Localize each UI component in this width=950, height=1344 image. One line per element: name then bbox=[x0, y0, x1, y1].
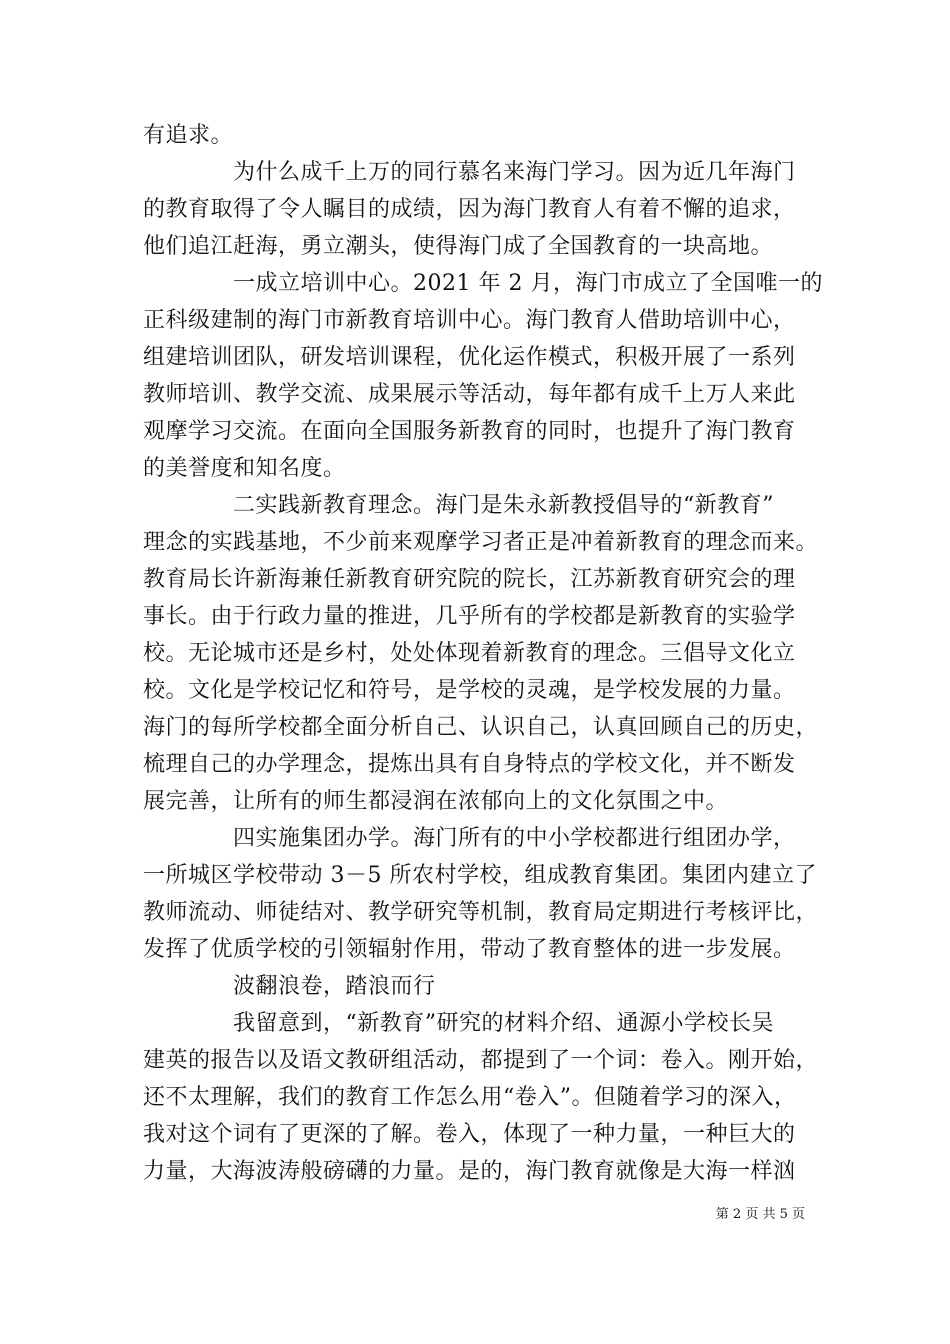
text-line: 教师流动、师徒结对、教学研究等机制，教育局定期进行考核评比， bbox=[143, 900, 819, 925]
text-line: 展完善，让所有的师生都浸润在浓郁向上的文化氛围之中。 bbox=[143, 789, 729, 814]
text-line: 梳理自己的办学理念，提炼出具有自身特点的学校文化，并不断发 bbox=[143, 752, 796, 777]
text-line: 我对这个词有了更深的了解。卷入，体现了一种力量，一种巨大的 bbox=[143, 1122, 796, 1147]
text-line: 教师培训、教学交流、成果展示等活动，每年都有成千上万人来此 bbox=[143, 382, 796, 407]
text-line: 建英的报告以及语文教研组活动，都提到了一个词：卷入。刚开始， bbox=[143, 1048, 819, 1073]
text-line: 教育局长许新海兼任新教育研究院的院长，江苏新教育研究会的理 bbox=[143, 567, 796, 592]
page-number: 第 2 页 共 5 页 bbox=[715, 1207, 805, 1222]
text-line: 理念的实践基地，不少前来观摩学习者正是冲着新教育的理念而来。 bbox=[143, 530, 819, 555]
text-line: 的美誉度和知名度。 bbox=[143, 456, 346, 481]
text-line: 他们追江赶海，勇立潮头，使得海门成了全国教育的一块高地。 bbox=[143, 234, 774, 259]
text-line: 还不太理解，我们的教育工作怎么用“卷入”。但随着学习的深入， bbox=[143, 1085, 797, 1110]
text-line: 观摩学习交流。在面向全国服务新教育的同时，也提升了海门教育 bbox=[143, 419, 796, 444]
text-line: 组建培训团队，研发培训课程，优化运作模式，积极开展了一系列 bbox=[143, 345, 796, 370]
text-line: 力量，大海波涛般磅礴的力量。是的，海门教育就像是大海一样汹 bbox=[143, 1159, 796, 1184]
text-line: 四实施集团办学。海门所有的中小学校都进行组团办学， bbox=[143, 826, 796, 851]
section-heading: 波翻浪卷，踏浪而行 bbox=[143, 974, 436, 999]
text-line: 有追求。 bbox=[143, 123, 234, 148]
text-line: 发挥了优质学校的引领辐射作用，带动了教育整体的进一步发展。 bbox=[143, 937, 796, 962]
text-line: 正科级建制的海门市新教育培训中心。海门教育人借助培训中心， bbox=[143, 308, 796, 333]
text-line: 为什么成千上万的同行慕名来海门学习。因为近几年海门 bbox=[143, 160, 796, 185]
text-line: 我留意到，“新教育”研究的材料介绍、通源小学校长吴 bbox=[143, 1011, 774, 1036]
text-line: 的教育取得了令人瞩目的成绩，因为海门教育人有着不懈的追求， bbox=[143, 197, 796, 222]
text-line: 海门的每所学校都全面分析自己、认识自己，认真回顾自己的历史， bbox=[143, 715, 819, 740]
text-line: 校。文化是学校记忆和符号，是学校的灵魂，是学校发展的力量。 bbox=[143, 678, 796, 703]
text-line: 事长。由于行政力量的推进，几乎所有的学校都是新教育的实验学 bbox=[143, 604, 796, 629]
text-line: 一成立培训中心。2021 年 2 月，海门市成立了全国唯一的 bbox=[143, 271, 823, 296]
text-line: 一所城区学校带动 3－5 所农村学校，组成教育集团。集团内建立了 bbox=[143, 863, 817, 888]
text-line: 校。无论城市还是乡村，处处体现着新教育的理念。三倡导文化立 bbox=[143, 641, 796, 666]
text-line: 二实践新教育理念。海门是朱永新教授倡导的“新教育” bbox=[143, 493, 774, 518]
